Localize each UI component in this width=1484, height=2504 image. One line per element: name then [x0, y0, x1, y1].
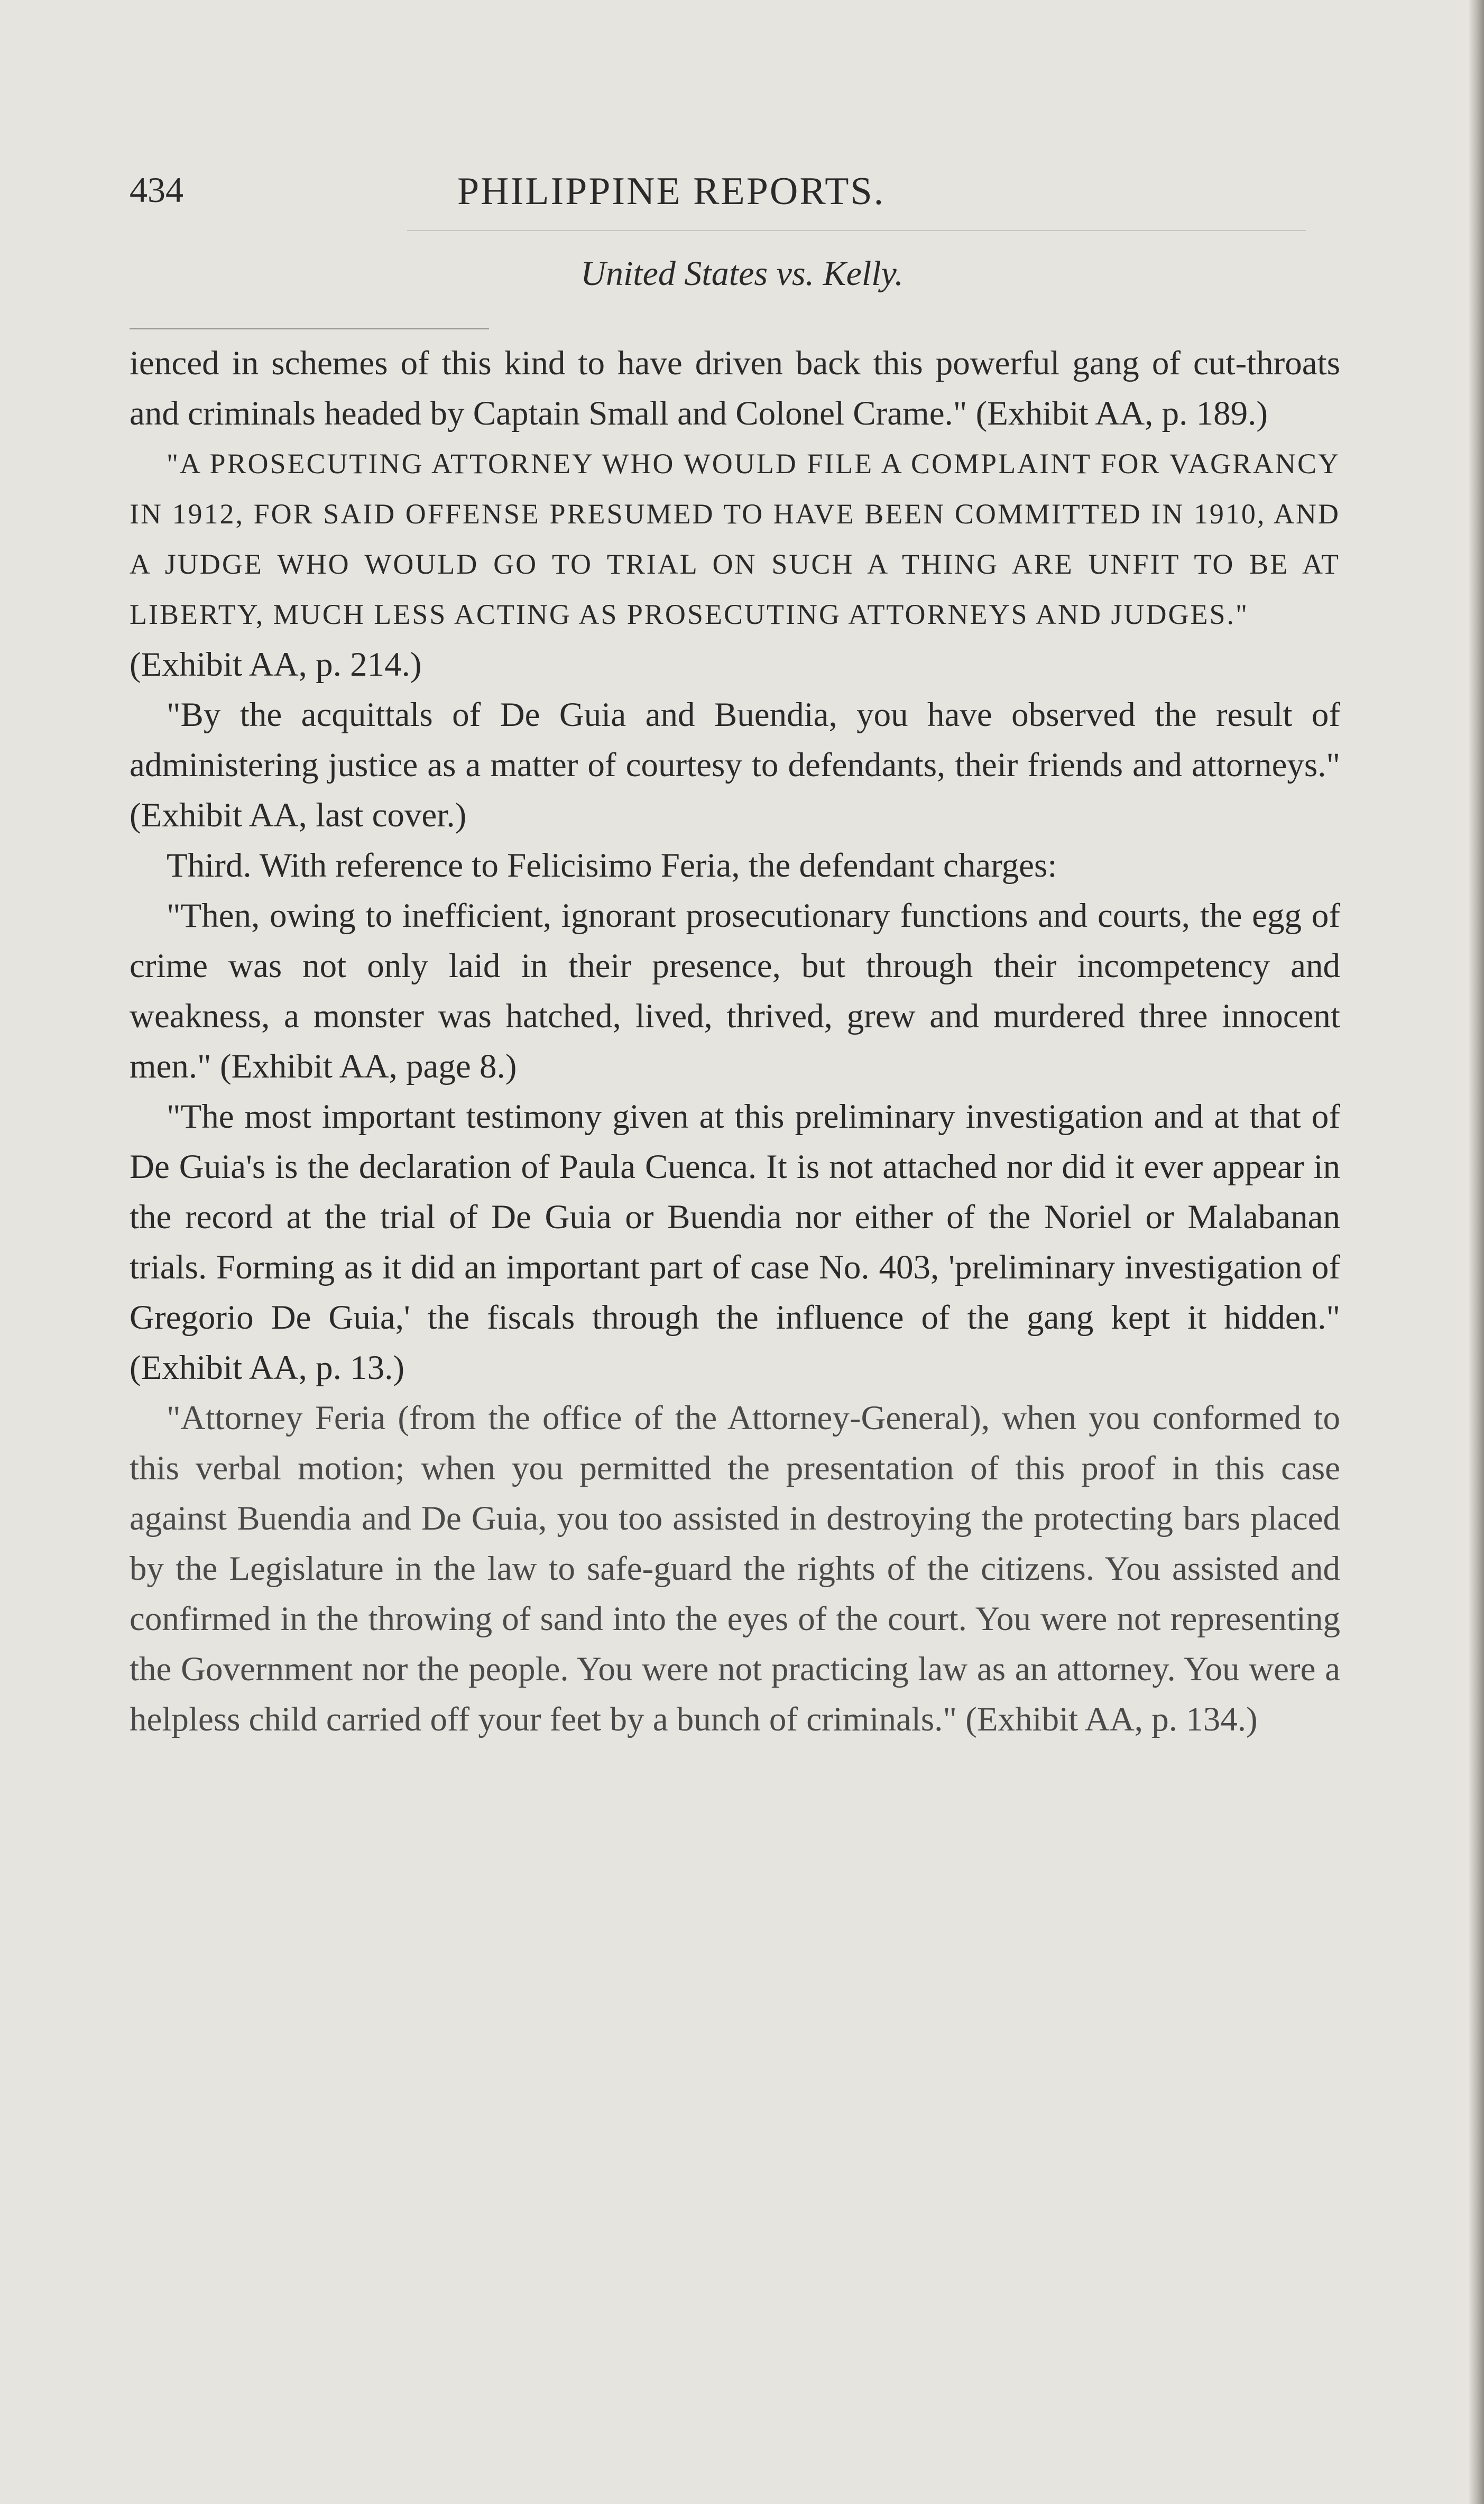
paragraph-monster-quote: "Then, owing to inefficient, ignorant prosecutionary functions and courts, the egg of crime was not only laid in their presence, but through their incompetency and weakness, a monster was hatched, lived, thrived, grew and murdered three innocent men." (Exhibit AA, page 8.)	[130, 897, 1340, 1085]
running-title: PHILIPPINE REPORTS.	[457, 170, 886, 213]
paragraph-continued: ienced in schemes of this kind to have driven back this powerful gang of cut-throats and criminals headed by Captain Small and Colonel Crame." (Exhibit AA, p. 189.)	[130, 344, 1340, 432]
case-title: United States vs. Kelly.	[580, 254, 904, 293]
body-text	[130, 338, 1340, 1745]
paragraph-acquittals: "By the acquittals of De Guia and Buendia, you have observed the result of administering justice as a matter of courtesy to defendants, their friends and attorneys." (Exhibit AA, last cover.)	[130, 696, 1340, 834]
header-divider	[407, 230, 1306, 231]
page-edge-shadow	[1468, 0, 1484, 2504]
case-title-divider	[130, 328, 489, 329]
paragraph-testimony-quote: "The most important testimony given at this preliminary investigation and at that of De Guia's is the declaration of Paula Cuenca. It is not attached nor did it ever appear in the record at the trial of De Guia or Buendia nor either of the Noriel or Malabanan trials. Forming as it did an important part of case No. 403, 'preliminary investigation of Gregorio De Guia,' the fiscals through the influence of the gang kept it hidden." (Exhibit AA, p. 13.)	[130, 1098, 1340, 1387]
paragraph-third-charge: Third. With reference to Felicisimo Feria, the defendant charges:	[167, 846, 1057, 885]
paragraph-citation: (Exhibit AA, p. 214.)	[130, 646, 422, 684]
paragraph-attorney-feria-quote: "Attorney Feria (from the office of the Attorney-General), when you conformed to this verbal motion; when you permitted the presentation of this proof in this case against Buendia and De Guia, you too assisted in destroying the protecting bars placed by the Legislature in the law to safe-guard the rights of the citizens. You assisted and confirmed in the throwing of sand into the eyes of the court. You were not representing the Government nor the people. You were not practicing law as an attorney. You were a helpless child carried off your feet by a bunch of criminals." (Exhibit AA, p. 134.)	[130, 1399, 1340, 1738]
paragraph-caps-quote: "A PROSECUTING ATTORNEY WHO WOULD FILE A COMPLAINT FOR VAGRANCY IN 1912, FOR SAID OFFENSE PRESUMED TO HAVE BEEN COMMITTED IN 1910, AND A JUDGE WHO WOULD GO TO TRIAL ON SUCH A THING ARE UNFIT TO BE AT LIBERTY, MUCH LESS ACTING AS PROSECUTING ATTORNEYS AND JUDGES."	[130, 448, 1340, 630]
page-header	[130, 169, 1345, 233]
page-number: 434	[130, 170, 183, 210]
